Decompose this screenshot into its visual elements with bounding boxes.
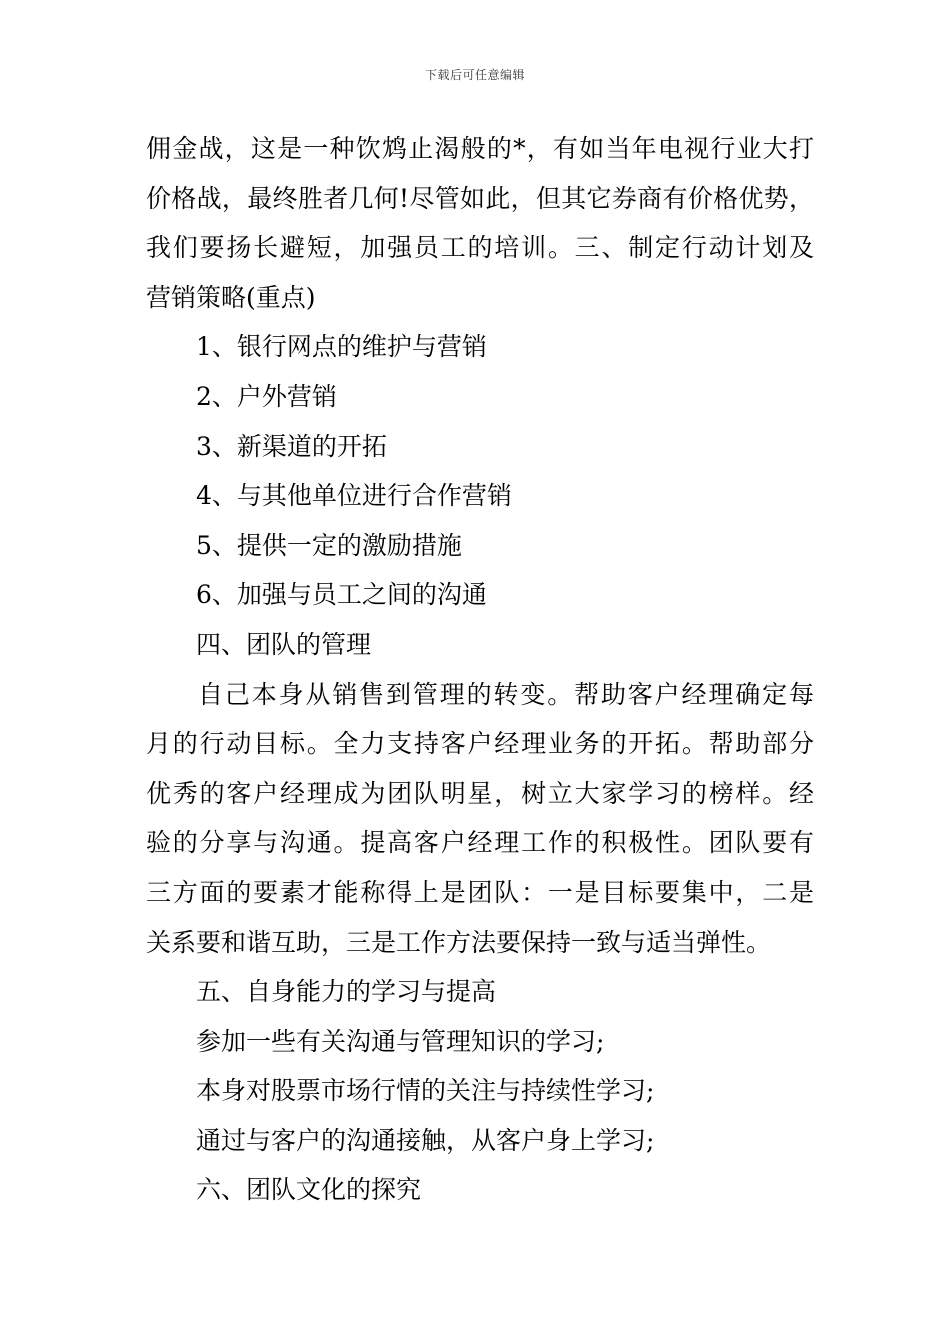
section-heading: 五、自身能力的学习与提高 — [196, 977, 497, 1007]
text-line: 自己本身从销售到管理的转变。帮助客户经理确定每 — [198, 679, 814, 709]
text-line: 三方面的要素才能称得上是团队：一是目标要集中，二是 — [146, 877, 814, 907]
list-item: 2、户外营销 — [196, 381, 337, 411]
section-heading: 六、团队文化的探究 — [196, 1175, 422, 1205]
text-line: 关系要和谐互助，三是工作方法要保持一致与适当弹性。 — [146, 927, 772, 957]
page-header: 下载后可任意编辑 — [424, 68, 525, 82]
text-line: 佣金战，这是一种饮鸩止渴般的*，有如当年电视行业大打 — [146, 134, 814, 163]
paragraph-team-management — [146, 670, 814, 968]
paragraph-pricing-strategy — [146, 124, 814, 322]
text-line: 验的分享与沟通。提高客户经理工作的积极性。团队要有 — [146, 828, 814, 858]
list-item: 4、与其他单位进行合作营销 — [196, 481, 512, 511]
text-line: 营销策略(重点) — [146, 282, 316, 312]
section-heading: 四、团队的管理 — [196, 629, 372, 659]
list-item: 通过与客户的沟通接触，从客户身上学习; — [196, 1125, 655, 1155]
text-line: 月的行动目标。全力支持客户经理业务的开拓。帮助部分 — [146, 729, 814, 759]
list-item: 1、银行网点的维护与营销 — [196, 332, 487, 362]
list-item: 本身对股票市场行情的关注与持续性学习; — [196, 1076, 655, 1106]
list-item: 3、新渠道的开拓 — [196, 431, 387, 461]
list-item: 5、提供一定的激励措施 — [196, 530, 462, 560]
text-line: 价格战，最终胜者几何!尽管如此，但其它券商有价格优势， — [146, 183, 814, 213]
document-body — [146, 124, 814, 1215]
text-line: 优秀的客户经理成为团队明星，树立大家学习的榜样。经 — [146, 778, 814, 808]
list-item: 参加一些有关沟通与管理知识的学习; — [196, 1026, 605, 1056]
text-line: 我们要扬长避短，加强员工的培训。三、制定行动计划及 — [146, 233, 814, 263]
list-item: 6、加强与员工之间的沟通 — [196, 580, 487, 610]
